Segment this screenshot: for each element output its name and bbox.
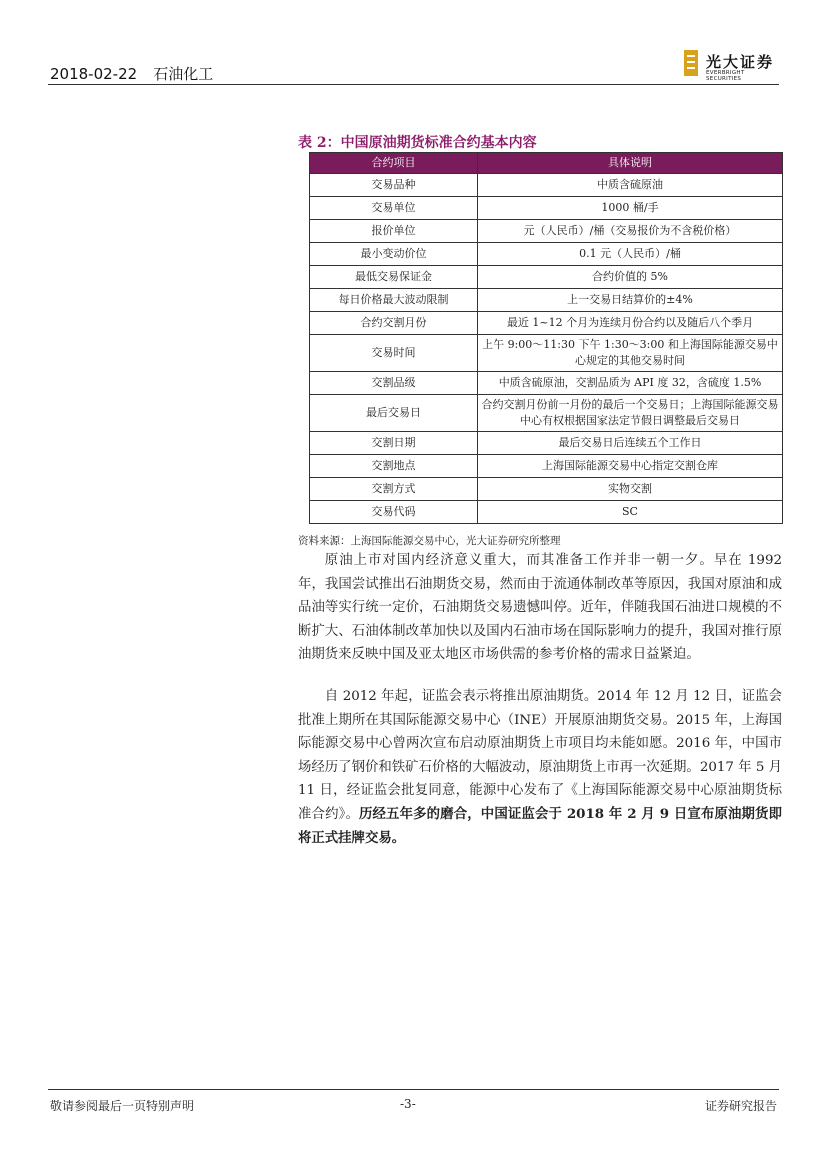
table-row	[310, 372, 783, 395]
table-row	[310, 197, 783, 220]
row-label: 交割日期	[310, 432, 478, 455]
footer-disclaimer: 敬请参阅最后一页特别声明	[50, 1099, 195, 1113]
row-label: 最后交易日	[310, 395, 478, 432]
row-value: 合约交割月份前一月份的最后一个交易日；上海国际能源交易中心有权根据国家法定节假日调整最后交易日	[478, 395, 783, 432]
row-value: 1000 桶/手	[478, 197, 783, 220]
row-value: 中质含硫原油	[478, 174, 783, 197]
report-date: 2018-02-22	[50, 65, 138, 83]
table-row	[310, 174, 783, 197]
row-label: 交易品种	[310, 174, 478, 197]
row-label: 交割地点	[310, 455, 478, 478]
table-row	[310, 478, 783, 501]
table-row	[310, 501, 783, 524]
table-row	[310, 335, 783, 372]
row-label: 最小变动价位	[310, 243, 478, 266]
table-row	[310, 266, 783, 289]
header-divider	[48, 84, 779, 85]
table-title: 表 2：中国原油期货标准合约基本内容	[298, 135, 537, 151]
table-source-note: 资料来源：上海国际能源交易中心，光大证券研究所整理	[298, 535, 561, 547]
paragraph-1-text: 原油上市对国内经济意义重大，而其准备工作并非一朝一夕。早在 1992 年，我国尝试推出石油期货交易，然而由于流通体制改革等原因，我国对原油和成品油等实行统一定价，石油期货交易遗憾叫停。近年，伴随我国石油进口规模的不断扩大、石油体制改革加快以及国内石油市场在国际影响力的提升，我国对推行原油期货来反映中国及亚太地区市场供需的参考价格的需求日益紧迫。	[298, 553, 782, 663]
row-label: 交割品级	[310, 372, 478, 395]
row-value: 合约价值的 5%	[478, 266, 783, 289]
col-header-item: 合约项目	[310, 153, 478, 174]
table-row	[310, 289, 783, 312]
row-label: 报价单位	[310, 220, 478, 243]
paragraph-2-normal: 自 2012 年起，证监会表示将推出原油期货。2014 年 12 月 12 日，证监会批准上期所在其国际能源交易中心（INE）开展原油期货交易。2015 年，上海国际能源交易中心曾两次宣布启动原油期货上市项目均未能如愿。2016 年，中国市场经历了钢价和铁矿石价格的大幅波动，原油期货上市再一次延期。2017 年 5 月 11 日，经证监会批复同意，能源中心发布了《上海国际能源交易中心原油期货标准合约》。	[298, 689, 782, 822]
table-row	[310, 455, 783, 478]
header-info	[50, 63, 213, 84]
row-label: 每日价格最大波动限制	[310, 289, 478, 312]
row-label: 交割方式	[310, 478, 478, 501]
row-value: 实物交割	[478, 478, 783, 501]
row-label: 最低交易保证金	[310, 266, 478, 289]
table-row	[310, 395, 783, 432]
paragraph-2	[298, 685, 782, 850]
footer-divider	[48, 1089, 779, 1090]
row-label: 交易代码	[310, 501, 478, 524]
paragraph-2-text	[298, 685, 782, 850]
row-value: 中质含硫原油，交割品质为 API 度 32，含硫度 1.5%	[478, 372, 783, 395]
row-value: 0.1 元（人民币）/桶	[478, 243, 783, 266]
paragraph-2-bold: 历经五年多的磨合，中国证监会于 2018 年 2 月 9 日宣布原油期货即将正式挂牌交易。	[298, 805, 782, 846]
sector-name: 石油化工	[153, 65, 214, 83]
table-row	[310, 312, 783, 335]
row-value: 上一交易日结算价的±4%	[478, 289, 783, 312]
logo-text-cn: 光大证券	[706, 53, 775, 71]
row-value: 上海国际能源交易中心指定交割仓库	[478, 455, 783, 478]
page-number: -3-	[400, 1097, 416, 1111]
table-row	[310, 432, 783, 455]
row-label: 交易时间	[310, 335, 478, 372]
table-row	[310, 243, 783, 266]
row-value: SC	[478, 501, 783, 524]
company-logo	[684, 50, 780, 82]
table-row	[310, 220, 783, 243]
contract-spec-table	[309, 152, 783, 524]
row-value: 元（人民币）/桶（交易报价为不含税价格）	[478, 220, 783, 243]
col-header-desc: 具体说明	[478, 153, 783, 174]
paragraph-1	[298, 549, 782, 667]
footer-report-type: 证券研究报告	[704, 1099, 777, 1113]
row-value: 最近 1~12 个月为连续月份合约以及随后八个季月	[478, 312, 783, 335]
logo-text-en: EVERBRIGHT SECURITIES	[706, 70, 745, 82]
row-label: 合约交割月份	[310, 312, 478, 335]
table-header-row	[310, 153, 783, 174]
row-value: 上午 9:00～11:30 下午 1:30～3:00 和上海国际能源交易中心规定的其他交易时间	[478, 335, 783, 372]
logo-mark-icon	[684, 50, 698, 76]
row-value: 最后交易日后连续五个工作日	[478, 432, 783, 455]
row-label: 交易单位	[310, 197, 478, 220]
